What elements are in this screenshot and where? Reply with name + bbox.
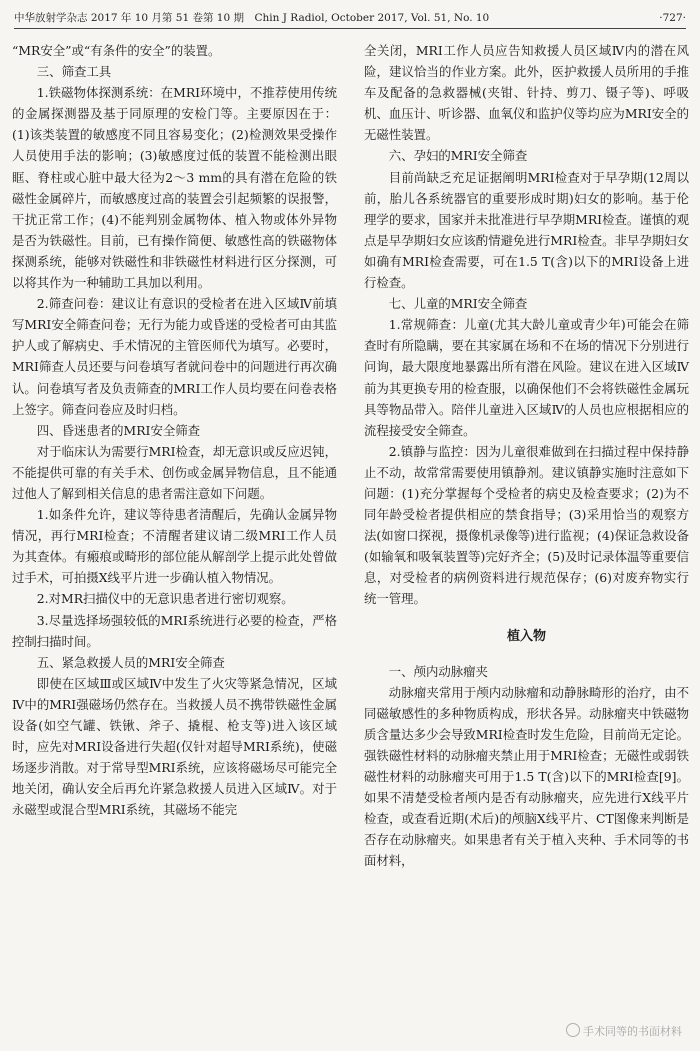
section-heading-children: 七、儿童的MRI安全筛查 [388,296,528,312]
section-heading-screening-tools: 三、筛查工具 [36,64,112,80]
paragraph-detector: 1.铁磁物体探测系统：在MRI环境中，不推荐使用传统的金属探测器及基于同原理的安检门等。主要原因在于：(1)该类装置的敏感度不同且容易变化；(2)检测效果受操作人员使用手法的影响；(3)敏感度过低的装置不能检测出眼眶、脊柱或心脏中最大径为2～3 mm的具有潜在危险的铁磁性金属碎片，而敏感度过高的装置会引起频繁的误报警，干扰正常工作；(4)不能判别金属物体、植入物或体外异物是否为铁磁性。目前，已有操作简便、敏感性高的铁磁物体探测系统，能够对铁磁性和非铁磁性材料进行区分探测，可以将其作为一种辅助工具加以利用。 [12,85,337,291]
paragraph-children-2: 2.镇静与监控：因为儿童很难做到在扫描过程中保持静止不动，故常常需要使用镇静剂。建议镇静实施时注意如下问题：(1)充分掌握每个受检者的病史及检查要求；(2)为不同年龄受检者提供相应的禁食指导；(3)采用恰当的观察方法(如窗口探视，摄像机录像等)进行监视；(4)保证急救设备(如输氧和吸氧装置等)完好齐全；(5)及时记录体温等重要信息，对受检者的病例资料进行规范保存；(6)对废弃物实行统一管理。 [364,443,689,607]
paragraph-coma-2: 2.对MR扫描仪中的无意识患者进行密切观察。 [36,591,294,607]
section-heading-pregnant: 六、孕妇的MRI安全筛查 [388,148,528,164]
paragraph-children-1: 1.常规筛查：儿童(尤其大龄儿童或青少年)可能会在筛查时有所隐瞒，要在其家属在场和不在场的情况下分别进行问询，最大限度地暴露出所有潜在风险。建议在进入区域Ⅳ前为其更换专用的检查服，以确保他们不会将铁磁性金属玩具等物品带入。陪伴儿童进入区域Ⅳ的人员也应根据相应的流程接受安全筛查。 [364,317,689,438]
running-header [14,10,686,29]
journal-info: 中华放射学杂志 2017 年 10 月第 51 卷第 10 期 Chin J Radiol, October 2017, Vol. 51, No. 10 [14,12,490,24]
section-title-implants: 植入物 [506,628,546,644]
section-heading-coma: 四、昏迷患者的MRI安全筛查 [36,422,201,438]
section-heading-aneurysm: 一、颅内动脉瘤夹 [388,663,488,679]
paragraph-rescue: 即使在区域Ⅲ或区域Ⅳ中发生了火灾等紧急情况，区域Ⅳ中的MRI强磁场仍然存在。当救援人员不携带铁磁性金属设备(如空气罐、铁锹、斧子、撬棍、枪支等)进入该区域时，应先对MRI设备进行失超(仅针对超导MRI系统)，使磁场逐步消散。对于常导型MRI系统，应该将磁场尽可能完全地关闭，确认安全后再允许紧急救援人员进入区域Ⅳ。对于永磁型或混合型MRI系统，其磁场不能完 [12,675,337,818]
paragraph-pregnant: 目前尚缺乏充足证据阐明MRI检查对于早孕期(12周以前，胎儿各系统器官的重要形成时期)妇女的影响。基于伦理学的要求，国家并未批准进行早孕期MRI检查。谨慎的观点是早孕期妇女应该酌情避免进行MRI检查。非早孕期妇女如确有MRI检查需要，可在1.5 T(含)以下的MRI设备上进行检查。 [364,169,689,291]
paragraph-coma-intro: 对于临床认为需要行MRI检查，却无意识或反应迟钝，不能提供可靠的有关手术、创伤或金属异物信息，且不能通过他人了解到相关信息的患者需注意如下问题。 [12,443,337,501]
paragraph-rescue-continued: 全关闭，MRI工作人员应告知救援人员区域Ⅳ内的潜在风险，建议恰当的作业方案。此外，医护救援人员所用的手推车及配备的急救器械(夹钳、针持、剪刀、镊子等)、呼吸机、血压计、听诊器、血氧仪和监护仪等均应为MRI安全的无磁性装置。 [364,43,689,143]
paragraph-questionnaire: 2.筛查问卷：建议让有意识的受检者在进入区域Ⅳ前填写MRI安全筛查问卷；无行为能力或昏迷的受检者可由其监护人或了解病史、手术情况的主管医师代为填写。必要时，MRI筛查人员还要与问卷填写者就问卷中的问题进行再次确认。问卷填写者及负责筛查的MRI工作人员均要在问卷表格上签字。筛查问卷应及时归档。 [12,296,337,417]
left-column [12,40,337,820]
right-column [364,40,689,872]
paragraph-aneurysm: 动脉瘤夹常用于颅内动脉瘤和动静脉畸形的治疗，由不同磁敏感性的多种物质构成，形状各异。动脉瘤夹中铁磁物质含量达多少会导致MRI检查时发生危险，目前尚无定论。强铁磁性材料的动脉瘤夹禁止用于MRI检查；无磁性或弱铁磁性材料的动脉瘤夹可用于1.5 T(含)以下的MRI检查[9]。如果不清楚受检者颅内是否有动脉瘤夹，应先进行X线平片检查，或查看近期(术后)的颅脑X线平片、CT图像来判断是否存在动脉瘤夹。如果患者有关于植入夹种、手术同等的书面材料， [364,684,689,869]
section-heading-rescue: 五、紧急救援人员的MRI安全筛查 [36,654,225,670]
paragraph: “MR安全”或“有条件的安全”的装置。 [12,43,221,58]
watermark: 手术同等的书面材料 [566,1023,682,1039]
wechat-icon [566,1023,580,1037]
paragraph-coma-1: 1.如条件允许，建议等待患者清醒后，先确认金属异物情况，再行MRI检查；不清醒者建议请二级MRI工作人员为其查体。有瘢痕或畸形的部位能从解剖学上提示此处曾做过手术，可拍摄X线平片进一步确认植入物情况。 [12,507,337,586]
page-number: ·727· [659,12,686,24]
paragraph-coma-3: 3.尽量选择场强较低的MRI系统进行必要的检查，严格控制扫描时间。 [12,612,337,649]
